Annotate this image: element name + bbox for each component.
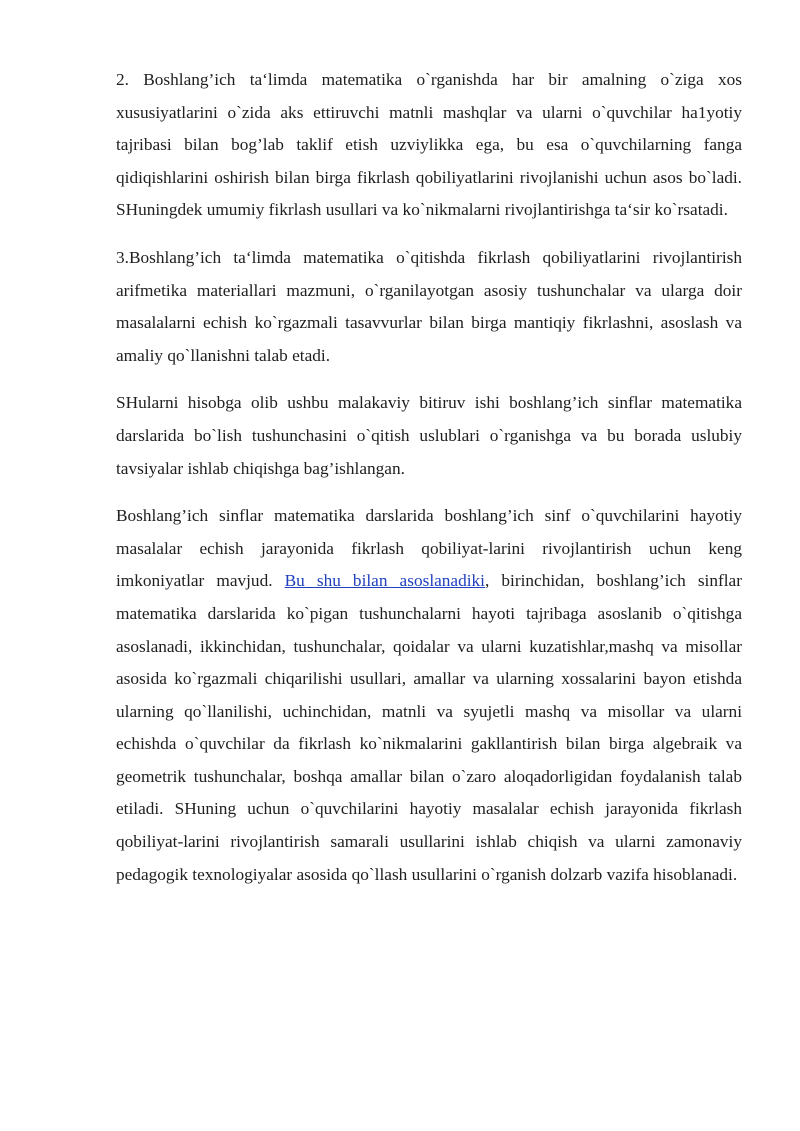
paragraph-boshlangich-text-after: , birinchidan, boshlang’ich sinflar matematika darslarida ko`pigan tushunchalarni hayoti tajribaga asoslanib o`qitishga asoslanadi, ikkinchidan, tushunchalar, qoidalar va ularni kuzatishlar,mashq va misollar asosida ko`rgazmali chiqarilishi usullari, amallar va ularning xossalarini bayon etishda ularning qo`llanilishi, uchinchidan, matnli va syujetli mashq va misollar va ularni echishda o`quvchilar da fikrlash ko`nikmalarini gakllantirish bilan birga algebraik va geometrik tushunchalar, boshqa amallar bilan o`zaro aloqadorligidan foydalanish talab etiladi. SHuning uchun o`quvchilarini hayotiy masalalar echish jarayonida fikrlash qobiliyat-larini rivojlantirish samarali usullarini ishlab chiqish va ularni zamonaviy pedagogik texnologiyalar asosida qo`llash usullarini o`rganish dolzarb vazifa hisoblanadi. — [116, 571, 742, 884]
document-body — [116, 64, 742, 906]
paragraph-2: 2. Boshlang’ich ta‘limda matematika o`rganishda har bir amalning o`ziga xos xususiyatlarini o`zida aks ettiruvchi matnli mashqlar va ularni o`quvchilar ha1yotiy tajribasi bilan bog’lab taklif etish uzviylikka ega, bu esa o`quvchilarning fanga qidiqishlarini oshirish bilan birga fikrlash qobiliyatlarini rivojlanishi uchun asos bo`ladi. SHuningdek umumiy fikrlash usullari va ko`nikmalarni rivojlantirishga ta‘sir ko`rsatadi. — [116, 70, 742, 220]
paragraph-boshlangich — [116, 500, 742, 891]
paragraph-shularni: SHularni hisobga olib ushbu malakaviy bitiruv ishi boshlang’ich sinflar matematika darslarida bo`lish tushunchasini o`qitish uslublari o`rganishga va bu borada uslubiy tavsiyalar ishlab chiqishga bag’ishlangan. — [116, 393, 742, 478]
paragraph-boshlangich-text-before: Boshlang’ich sinflar matematika darslarida boshlang’ich sinf o`quvchilarini hayotiy masalalar echish jarayonida fikrlash qobiliyat-larini rivojlantirish uchun keng imkoniyatlar mavjud. — [116, 506, 742, 591]
paragraph-3: 3.Boshlang’ich ta‘limda matematika o`qitishda fikrlash qobiliyatlarini rivojlantirish arifmetika materiallari mazmuni, o`rganilayotgan asosiy tushunchalar va ularga doir masalalarni echish ko`rgazmali tasavvurlar bilan birga mantiqiy fikrlashni, asoslash va amaliy qo`llanishni talab etadi. — [116, 247, 742, 365]
asoslanadiki-link[interactable]: Bu shu bilan asoslanadiki — [284, 571, 485, 591]
